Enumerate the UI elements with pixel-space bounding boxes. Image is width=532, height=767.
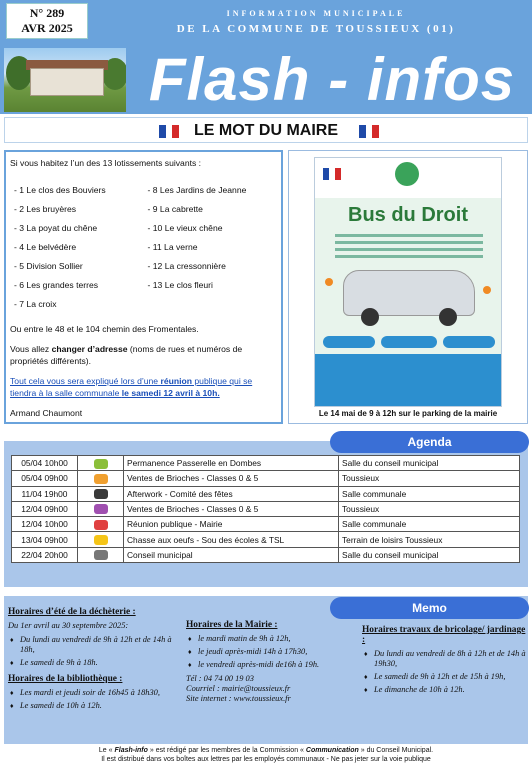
agenda-place: Salle communale (339, 517, 520, 532)
agenda-event: Ventes de Brioches - Classes 0 & 5 (124, 501, 339, 516)
agenda-place: Salle du conseil municipal (339, 456, 520, 471)
memo-list-item: ♦ Le dimanche de 10h à 12h. (362, 685, 526, 695)
maire-message (4, 150, 283, 424)
mairie-email[interactable]: Courriel : mairie@toussieux.fr (186, 684, 291, 693)
memo-title: Memo (330, 597, 529, 619)
memo-list-item: ♦ Le samedi de 10h à 12h. (8, 701, 176, 711)
agenda-row (12, 486, 520, 501)
lot-item: - 7 La croix (14, 299, 57, 309)
link-bold-date: le samedi 12 avril à 10h. (121, 388, 220, 398)
republique-logo (323, 168, 341, 180)
agenda-date: 11/04 19h00 (12, 486, 78, 501)
agenda-date: 12/04 09h00 (12, 501, 78, 516)
mairie-tel: Tél : 04 74 00 19 03 (186, 674, 254, 683)
maire-signature: Armand Chaumont (10, 408, 83, 418)
agenda-table (11, 455, 520, 563)
event-logo-icon (94, 520, 108, 530)
lot-item: - 13 Le clos fleuri (147, 280, 213, 290)
agenda-event: Permanence Passerelle en Dombes (124, 456, 339, 471)
memo-list-item: ♦ Les mardi et jeudi soir de 16h45 à 18h30, (8, 688, 176, 698)
agenda-event-icon-cell (78, 456, 124, 471)
mairie-hours-title-text: Horaires de la Mairie (186, 620, 272, 630)
memo-list-item: ♦ le vendredi après-midi de16h à 19h. (186, 660, 356, 670)
agenda-date: 13/04 09h00 (12, 532, 78, 547)
lots-column-left (10, 184, 144, 317)
mairie-website[interactable]: Site internet : www.toussieux.fr (186, 694, 291, 703)
link-mid: publique qui se tiendra à la salle communale (10, 376, 253, 398)
event-logo-icon (94, 535, 108, 545)
bus-du-droit-poster-box (288, 150, 528, 424)
agenda-event: Ventes de Brioches - Classes 0 & 5 (124, 471, 339, 486)
lot-item: - 12 La cressonnière (147, 261, 226, 271)
memo-list-item: ♦ Du lundi au vendredi de 8h à 12h et de 14h à 19h30, (362, 649, 526, 669)
link-pre: Tout cela vous sera expliqué lors d’une (10, 376, 161, 386)
maire-change (10, 343, 277, 367)
footer-post: » du Conseil Municipal. (358, 747, 434, 754)
bibliotheque-title: Horaires de la bibliothèque : (8, 674, 123, 684)
van-illustration (343, 270, 475, 316)
agenda-row (12, 456, 520, 471)
maire-title: LE MOT DU MAIRE (194, 122, 338, 139)
agenda-date: 12/04 10h00 (12, 517, 78, 532)
dechetterie-period: Du 1er avril au 30 septembre 2025: (8, 621, 129, 630)
memo-list-item: ♦ le mardi matin de 9h à 12h, (186, 634, 356, 644)
memo-list-item: ♦ le jeudi après-midi 14h à 17h30, (186, 647, 356, 657)
lot-item: - 3 La poyat du chêne (14, 223, 98, 233)
memo-bricolage (362, 625, 526, 698)
agenda-row (12, 517, 520, 532)
agenda-event-icon-cell (78, 471, 124, 486)
lot-item: - 11 La verne (147, 242, 198, 252)
lot-item: - 2 Les bruyères (14, 204, 77, 214)
lot-item: - 10 Le vieux chêne (147, 223, 223, 233)
memo-mairie (186, 620, 356, 704)
maire-banner (4, 117, 528, 143)
agenda-row (12, 532, 520, 547)
lot-item: - 4 Le belvédère (14, 242, 77, 252)
agenda-event: Afterwork - Comité des fêtes (124, 486, 339, 501)
info-label: INFORMATION MUNICIPALE (226, 9, 406, 18)
footer (0, 746, 532, 764)
footer-line-2: Il est distribué dans vos boîtes aux lettres par les employés communaux - Ne pas jeter sur la voie publique (101, 756, 431, 763)
masthead (0, 0, 532, 114)
newsletter-title: Flash - infos (148, 46, 516, 113)
footer-flash-info: Flash-info (114, 747, 148, 754)
issue-date: AVR 2025 (21, 21, 73, 35)
agenda-event-icon-cell (78, 532, 124, 547)
agenda-date: 05/04 09h00 (12, 471, 78, 486)
link-bold-reunion: réunion (160, 376, 192, 386)
agenda-event-icon-cell (78, 486, 124, 501)
agenda-place: Salle du conseil municipal (339, 547, 520, 562)
agenda-row (12, 501, 520, 516)
footer-line-1 (0, 746, 532, 755)
agenda-title: Agenda (330, 431, 529, 453)
commune-name: DE LA COMMUNE DE TOUSSIEUX (01) (176, 23, 456, 35)
dechetterie-title: Horaires d’été de la déchèterie : (8, 607, 136, 617)
bricolage-title: Horaires travaux de bricolage/ jardinage : (362, 625, 526, 645)
footer-pre: Le « (98, 747, 115, 754)
memo-dechetterie (8, 607, 176, 714)
memo-list-item: ♦ Le samedi de 9h à 12h et de 15h à 19h, (362, 672, 526, 682)
memo-list-item: ♦ Du lundi au vendredi de 9h à 12h et de 14h à 18h, (8, 635, 176, 655)
bricolage-list (362, 649, 526, 695)
change-pre: Vous allez (10, 344, 52, 354)
agenda-place: Terrain de loisirs Toussieux (339, 532, 520, 547)
town-hall-photo (4, 48, 126, 112)
agenda-event: Réunion publique - Mairie (124, 517, 339, 532)
lotissements-list (10, 184, 277, 317)
agenda-place: Toussieux (339, 471, 520, 486)
event-logo-icon (94, 550, 108, 560)
agenda-event-icon-cell (78, 517, 124, 532)
footer-communication: Communication (305, 747, 359, 754)
french-flag-icon (359, 125, 379, 138)
agenda-row (12, 471, 520, 486)
lots-column-right (144, 184, 278, 317)
poster-title: Bus du Droit (348, 204, 468, 226)
pimms-logo (395, 162, 419, 186)
agenda-place: Toussieux (339, 501, 520, 516)
mairie-hours-title: Horaires de la Mairie : (186, 620, 278, 630)
reunion-link[interactable] (10, 375, 277, 399)
lot-item: - 9 La cabrette (147, 204, 203, 214)
lot-item: - 8 Les Jardins de Jeanne (147, 185, 247, 195)
agenda-date: 22/04 20h00 (12, 547, 78, 562)
mairie-hours-list (186, 634, 356, 670)
event-logo-icon (94, 474, 108, 484)
bibliotheque-list (8, 688, 176, 711)
maire-between: Ou entre le 48 et le 104 chemin des Fromentales. (10, 324, 199, 334)
bus-du-droit-poster (314, 157, 502, 407)
maire-intro: Si vous habitez l’un des 13 lotissements suivants : (10, 158, 202, 168)
change-bold: changer d’adresse (51, 344, 128, 354)
event-logo-icon (94, 459, 108, 469)
lot-item: - 5 Division Sollier (14, 261, 83, 271)
issue-box (6, 3, 88, 39)
footer-mid: » est rédigé par les membres de la Commission « (147, 747, 306, 754)
issue-number: N° 289 (29, 6, 65, 20)
event-logo-icon (94, 489, 108, 499)
agenda-event-icon-cell (78, 501, 124, 516)
lot-item: - 1 Le clos des Bouviers (14, 185, 106, 195)
agenda-date: 05/04 10h00 (12, 456, 78, 471)
agenda-place: Salle communale (339, 486, 520, 501)
memo-list-item: ♦ Le samedi de 9h à 18h. (8, 658, 176, 668)
lot-item: - 6 Les grandes terres (14, 280, 99, 290)
agenda-event-icon-cell (78, 547, 124, 562)
agenda-event: Conseil municipal (124, 547, 339, 562)
dechetterie-list (8, 635, 176, 668)
event-logo-icon (94, 504, 108, 514)
agenda-event: Chasse aux oeufs - Sou des écoles & TSL (124, 532, 339, 547)
agenda-row (12, 547, 520, 562)
change-post: (noms de rues et numéros de propriétés différents). (10, 344, 243, 366)
poster-caption: Le 14 mai de 9 à 12h sur le parking de la mairie (318, 409, 498, 418)
